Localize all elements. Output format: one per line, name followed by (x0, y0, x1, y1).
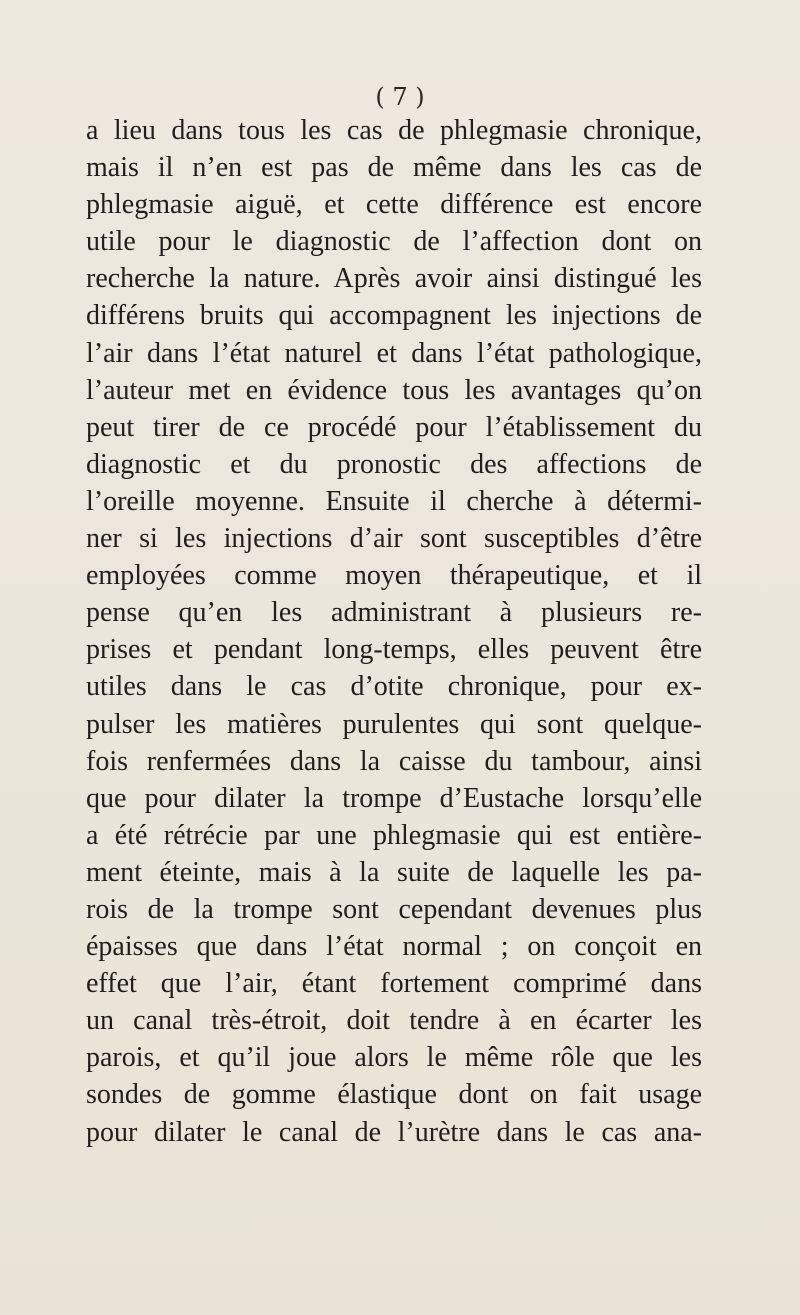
page-number: ( 7 ) (375, 83, 425, 111)
text-line: employées comme moyen thérapeutique, et il (86, 560, 702, 592)
text-line: un canal très-étroit, doit tendre à en écarter les (86, 1005, 702, 1037)
text-line: utiles dans le cas d’otite chronique, pour ex- (86, 671, 702, 703)
text-line: utile pour le diagnostic de l’affection dont on (86, 226, 702, 258)
text-line: phlegmasie aiguë, et cette différence est encore (86, 189, 702, 221)
text-line: diagnostic et du pronostic des affections de (86, 448, 702, 480)
text-line: pulser les matières purulentes qui sont quelque- (86, 708, 702, 740)
text-line: l’oreille moyenne. Ensuite il cherche à détermi- (86, 485, 702, 517)
text-line: mais il n’en est pas de même dans les cas de (86, 152, 702, 184)
text-line: a été rétrécie par une phlegmasie qui est entière- (86, 819, 702, 851)
text-line: ner si les injections d’air sont susceptibles d’être (86, 523, 702, 555)
text-line: prises et pendant long-temps, elles peuvent être (86, 634, 702, 666)
text-line: l’auteur met en évidence tous les avantages qu’on (86, 374, 702, 406)
text-line: fois renfermées dans la caisse du tambour, ainsi (86, 745, 702, 777)
text-line: différens bruits qui accompagnent les injections de (86, 300, 702, 332)
text-line: effet que l’air, étant fortement comprimé dans (86, 968, 702, 1000)
text-line: l’air dans l’état naturel et dans l’état pathologique, (86, 337, 702, 369)
text-line: épaisses que dans l’état normal ; on conçoit en (86, 931, 702, 963)
body-text (86, 112, 702, 1151)
text-line: sondes de gomme élastique dont on fait usage (86, 1079, 702, 1111)
text-line: rois de la trompe sont cependant devenues plus (86, 893, 702, 925)
text-line: a lieu dans tous les cas de phlegmasie chronique, (86, 115, 702, 146)
text-line: recherche la nature. Après avoir ainsi distingué les (86, 263, 702, 295)
text-line: pense qu’en les administrant à plusieurs re- (86, 597, 702, 629)
text-line: peut tirer de ce procédé pour l’établissement du (86, 411, 702, 443)
text-line: pour dilater le canal de l’urètre dans le cas ana- (86, 1116, 702, 1148)
text-line: ment éteinte, mais à la suite de laquelle les pa- (86, 856, 702, 888)
text-line: que pour dilater la trompe d’Eustache lorsqu’elle (86, 782, 702, 814)
text-line: parois, et qu’il joue alors le même rôle que les (86, 1042, 702, 1074)
